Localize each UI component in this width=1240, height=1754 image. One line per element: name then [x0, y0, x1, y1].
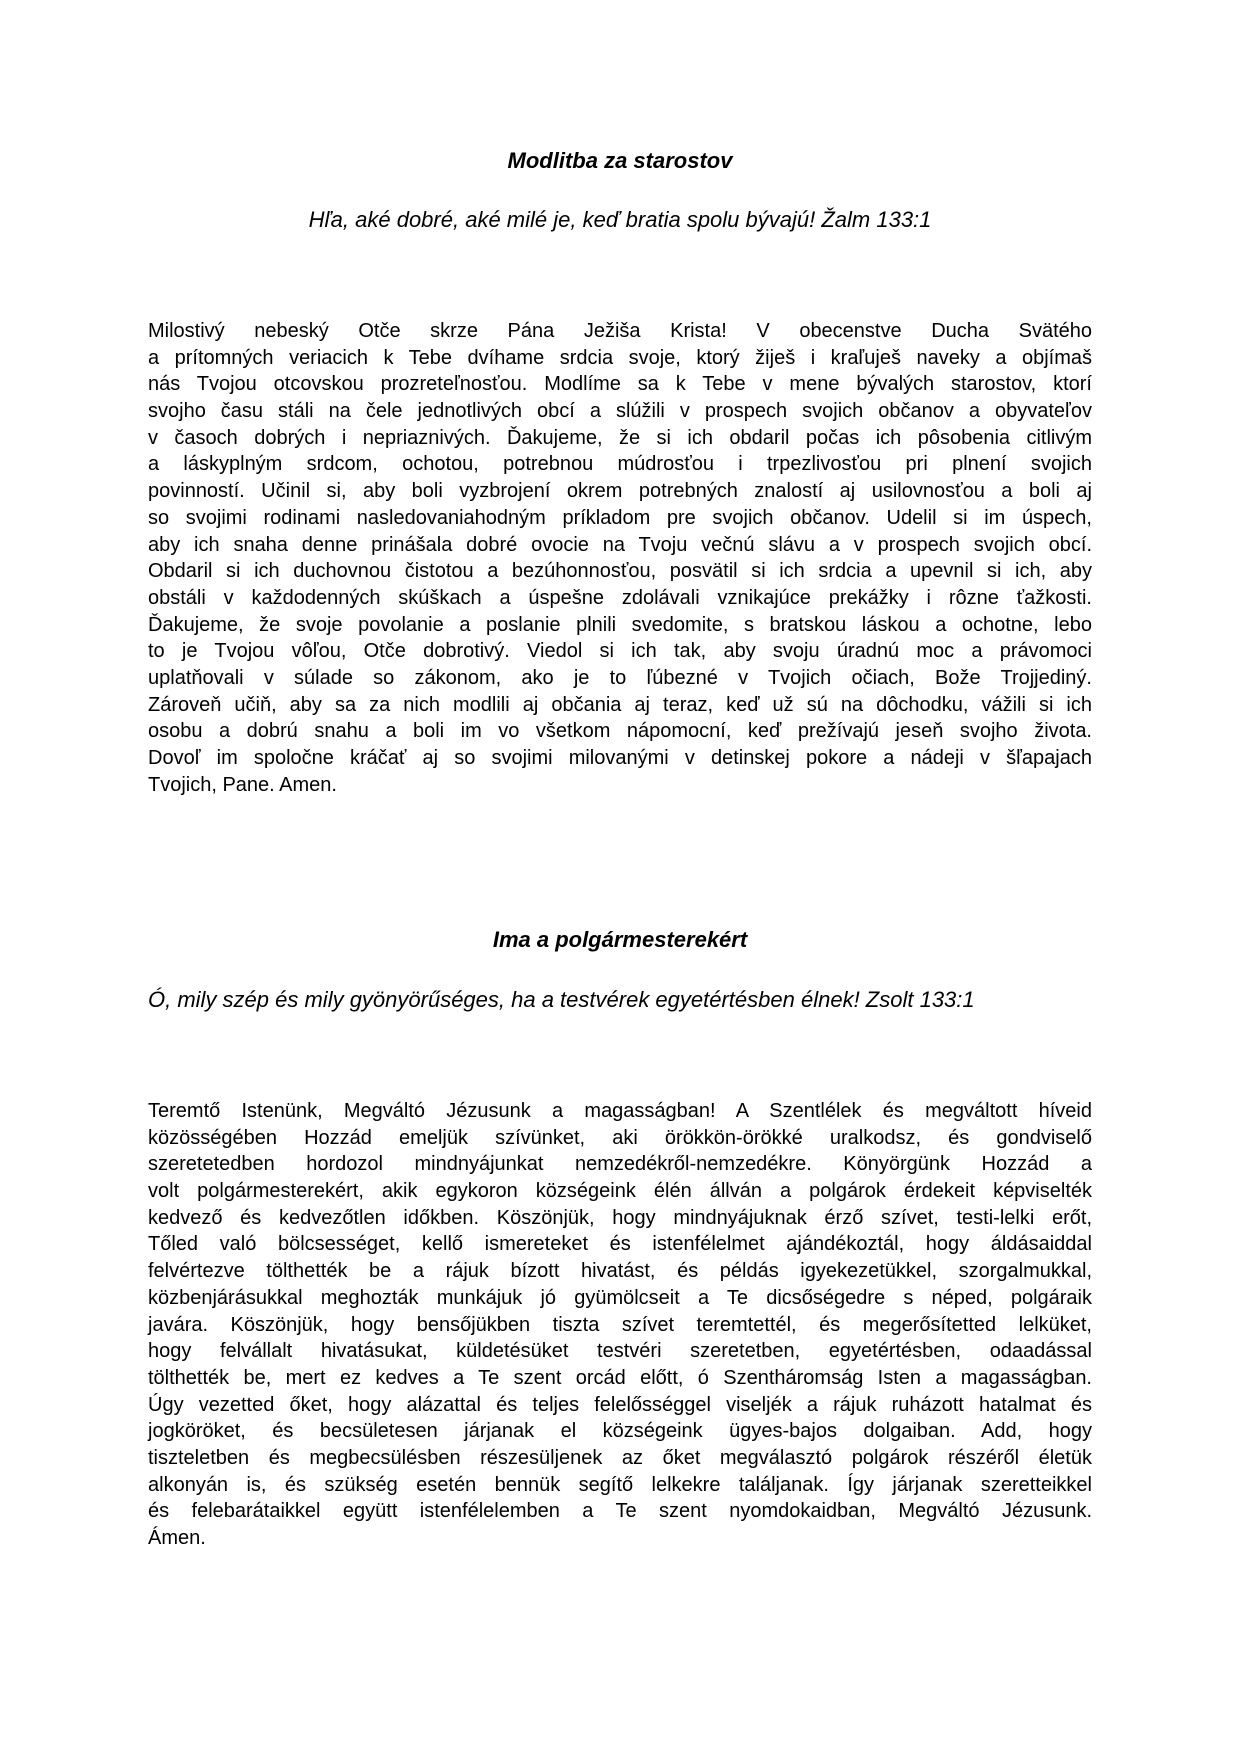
body-line: uplatňovali v súlade so zákonom, ako je to ľúbezné v Tvojich očiach, Bože Trojjediný.: [148, 666, 1092, 689]
body-line: so svojimi rodinami nasledovaniahodným príkladom pre svojich občanov. Udelil si im úspech,: [148, 506, 1092, 529]
body-line: Milostivý nebeský Otče skrze Pána Ježiša Krista! V obecenstve Ducha Svätého: [148, 320, 1092, 342]
body-line: hogy felvállalt hivatásukat, küldetésüket testvéri szeretetben, egyetértésben, odaadással: [148, 1340, 1092, 1363]
body-line: alkonyán is, és szükség esetén bennük segítő lelkekre találjanak. Így járjanak szeretteikkel: [148, 1473, 1092, 1496]
body-line: Tőled való bölcsességet, kellő ismereteket és istenfélelmet ajándékoztál, hogy áldásaiddal: [148, 1233, 1092, 1256]
body-line: közbenjárásukkal meghozták munkájuk jó gyümölcseit a Te dicsőségedre s néped, polgáraik: [148, 1286, 1092, 1309]
body-line: tölthették be, mert ez kedves a Te szent orcád előtt, ó Szentháromság Isten a magasságban.: [148, 1366, 1092, 1389]
body-line: a láskyplným srdcom, ochotou, potrebnou múdrosťou i trpezlivosťou pri plnení svojich: [148, 453, 1092, 476]
body-line: Zároveň učiň, aby sa za nich modlili aj občania aj teraz, keď už sú na dôchodku, vážili si ich: [148, 693, 1092, 716]
body-line: svojho času stáli na čele jednotlivých obcí a slúžili v prospech svojich občanov a obyvateľov: [148, 400, 1092, 423]
slovak-prayer-verse: Hľa, aké dobré, aké milé je, keď bratia spolu bývajú! Žalm 133:1: [308, 207, 932, 232]
body-line: volt polgármesterekért, akik egykoron községeink élén állván a polgárok érdekeit képviselték: [148, 1180, 1092, 1203]
body-line: a prítomných veriacich k Tebe dvíhame srdcia svoje, ktorý žiješ i kraľuješ naveky a objímaš: [148, 346, 1092, 369]
body-line: Teremtő Istenünk, Megváltó Jézusunk a magasságban! A Szentlélek és megváltott híveid: [148, 1100, 1092, 1122]
body-line: obstáli v každodenných skúškach a úspešne zdolávali vznikajúce prekážky i rôzne ťažkosti.: [148, 586, 1092, 609]
body-line: tiszteletben és megbecsülésben részesüljenek az őket megválasztó polgárok részéről életük: [148, 1446, 1092, 1469]
body-line: közösségében Hozzád emeljük szívünket, aki örökkön-örökké uralkodsz, és gondviselő: [148, 1126, 1092, 1149]
body-line: Obdaril si ich duchovnou čistotou a bezúhonnosťou, posvätil si ich srdcia a upevnil si ich, aby: [148, 560, 1092, 583]
hungarian-prayer-title: Ima a polgármesterekért: [492, 927, 748, 952]
slovak-prayer-body: [148, 318, 1092, 798]
body-line: Dovoľ im spoločne kráčať aj so svojimi milovanými v detinskej pokore a nádeji v šľapajach: [148, 747, 1092, 769]
body-line: osobu a dobrú snahu a boli im vo všetkom nápomocní, keď prežívajú jeseň svojho života.: [148, 720, 1092, 743]
body-line: nás Tvojou otcovskou prozreteľnosťou. Modlíme sa k Tebe v mene bývalých starostov, ktorí: [148, 373, 1092, 396]
body-line: Úgy vezetted őket, hogy alázattal és teljes felelősséggel viseljék a rájuk ruházott hatalmat és: [148, 1393, 1092, 1416]
body-line: Ďakujeme, že svoje povolanie a poslanie plnili svedomite, s bratskou láskou a ochotne, lebo: [148, 613, 1092, 636]
body-line: v časoch dobrých i nepriaznivých. Ďakujeme, že si ich obdaril počas ich pôsobenia citlivým: [148, 426, 1092, 449]
hungarian-prayer-verse: Ó, mily szép és mily gyönyörűséges, ha a testvérek egyetértésben élnek! Zsolt 133:1: [148, 987, 975, 1012]
body-line: szeretetedben hordozol mindnyájunkat nemzedékről-nemzedékre. Könyörgünk Hozzád a: [148, 1153, 1092, 1176]
body-line: aby ich snaha denne prinášala dobré ovocie na Tvoju večnú slávu a v prospech svojich obcí.: [148, 533, 1092, 556]
body-line: to je Tvojou vôľou, Otče dobrotivý. Viedol si ich tak, aby svoju úradnú moc a právomoci: [148, 640, 1092, 663]
body-line: és felebarátaikkel együtt istenfélelemben a Te szent nyomdokaidban, Megváltó Jézusunk.: [148, 1500, 1092, 1523]
body-line: felvértezve tölthették be a rájuk bízott hivatást, és példás igyekezetükkel, szorgalmukkal,: [148, 1260, 1092, 1283]
body-line: jogköröket, és becsületesen járjanak el községeink ügyes-bajos dolgaiban. Add, hogy: [148, 1420, 1092, 1443]
slovak-prayer-title: Modlitba za starostov: [507, 148, 733, 173]
body-line: povinností. Učinil si, aby boli vyzbrojení okrem potrebných znalostí aj usilovnosťou a boli aj: [148, 480, 1092, 503]
body-line: Ámen.: [148, 1527, 206, 1549]
body-line: kedvező és kedvezőtlen időkben. Köszönjük, hogy mindnyájuknak érző szívet, testi-lelki erőt,: [148, 1206, 1092, 1229]
body-line: javára. Köszönjük, hogy bensőjükben tiszta szívet teremtettél, és megerősítetted lelküket,: [148, 1313, 1092, 1336]
hungarian-prayer-body: [148, 1098, 1092, 1552]
body-line: Tvojich, Pane. Amen.: [148, 773, 337, 796]
